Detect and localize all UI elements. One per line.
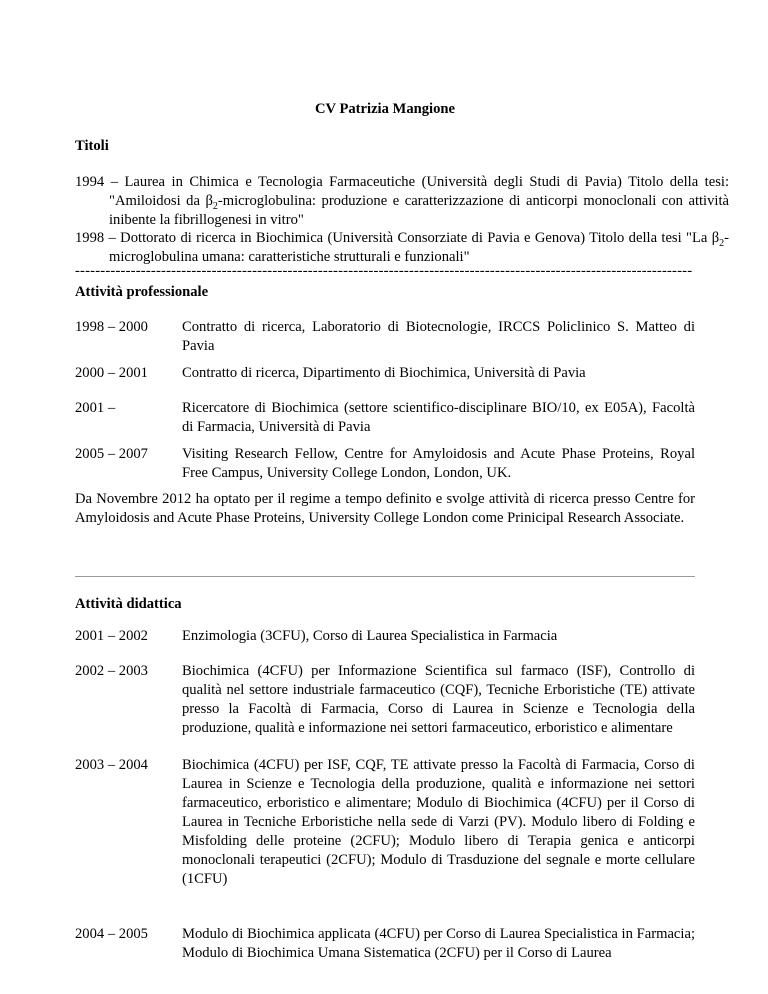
dashed-separator: -------------------------------------------------------------------------------------------------------------------------- [75,263,693,279]
entry-years: 1998 – 2000 [75,319,148,335]
entry-text: Modulo di Biochimica applicata (4CFU) per Corso di Laurea Specialistica in Farmacia; Modulo di Biochimica Umana Sistematica (2CFU) per il Corso di Laurea [182,926,695,961]
professional-entry [75,445,695,483]
document-title: CV Patrizia Mangione [315,101,455,117]
entry-years: 2002 – 2003 [75,663,148,679]
titolo-entry: 1998 – Dottorato di ricerca in Biochimica (Università Consorziate di Pavia e Genova) Titolo della tesi "La $\beta_2$-microglobulina umana: caratteristiche strutturali e funzionali" [75,230,729,265]
teaching-entry [75,662,695,738]
professional-note: Da Novembre 2012 ha optato per il regime a tempo definito e svolge attività di ricerca presso Centre for Amyloidosis and Acute Phase Proteins, University College London come Prinicipal Research Associate. [75,491,695,526]
teaching-entry [75,627,695,646]
entry-text: Enzimologia (3CFU), Corso di Laurea Specialistica in Farmacia [182,628,558,644]
entry-years: 2004 – 2005 [75,926,148,942]
entry-years: 2000 – 2001 [75,365,148,381]
entry-text: Biochimica (4CFU) per ISF, CQF, TE attivate presso la Facoltà di Farmacia, Corso di Laurea in Scienze e Tecnologia della produzione, qualità e informazione nei settori farmaceutico, erboristico e alimentare; Modulo di Biochimica (4CFU) per il Corso di Laurea in Tecniche Erboristiche nella sede di Varzi (PV). Modulo libero di Folding e Misfolding delle proteine (2CFU); Modulo libero di Terapia genica e anticorpi monoclonali terapeutici (2CFU); Modulo di Trasduzione del segnale e morte cellulare (1CFU) [182,757,695,887]
entry-text: Biochimica (4CFU) per Informazione Scientifica sul farmaco (ISF), Controllo di qualità nel settore industriale farmaceutico (CQF), Tecniche Erboristiche (TE) attivate presso la Facoltà di Farmacia, Corso di Laurea in Scienze e Tecnologia della produzione, qualità e informazione nei settori farmaceutico, erboristico e alimentare [182,663,695,736]
entry-years: 2001 – 2002 [75,628,148,644]
teaching-entry [75,756,695,889]
titolo-entry: 1994 – Laurea in Chimica e Tecnologia Farmaceutiche (Università degli Studi di Pavia) Titolo della tesi: "Amiloidosi da $\beta_2$-microglobulina: produzione e caratterizzazione di anticorpi monoclonali con attività inibente la fibrillogenesi in vitro" [75,174,729,228]
entry-text: Contratto di ricerca, Dipartimento di Biochimica, Università di Pavia [182,365,586,381]
horizontal-rule [75,576,695,577]
entry-text: Contratto di ricerca, Laboratorio di Biotecnologie, IRCCS Policlinico S. Matteo di Pavia [182,319,695,354]
section-heading-didattica: Attività didattica [75,596,182,612]
entry-years: 2003 – 2004 [75,757,148,773]
entry-years: 2005 – 2007 [75,446,148,462]
professional-entry [75,318,695,356]
teaching-entry [75,925,695,963]
entry-text: Visiting Research Fellow, Centre for Amyloidosis and Acute Phase Proteins, Royal Free Campus, University College London, London, UK. [182,446,695,481]
entry-years: 2001 – [75,400,116,416]
section-heading-titoli: Titoli [75,138,109,154]
professional-entry [75,399,695,437]
section-heading-professionale: Attività professionale [75,284,209,300]
professional-entry [75,364,695,383]
entry-text: Ricercatore di Biochimica (settore scientifico-disciplinare BIO/10, ex E05A), Facoltà di Farmacia, Università di Pavia [182,400,695,435]
